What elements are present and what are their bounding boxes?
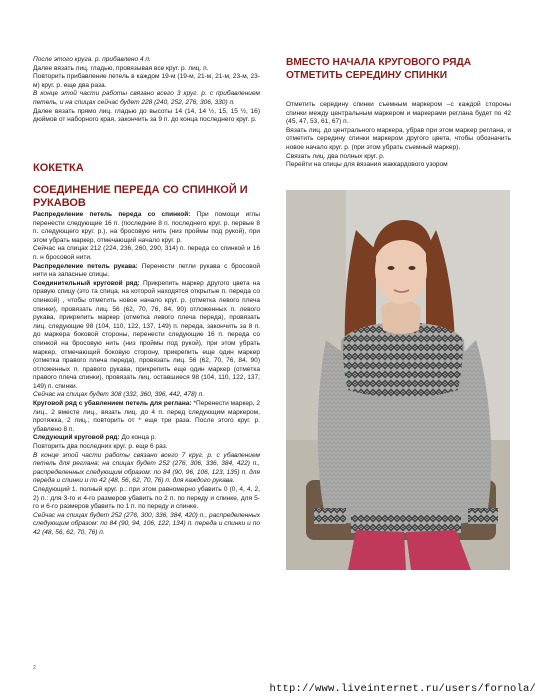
paragraph-text: Далее вязать лиц. гладью, провязывая все круг. р. лиц. п. — [33, 64, 209, 72]
paragraph-text: В конце этой части работы связано всего 3 круг. р. с прибавлением петель, и на спицах сейчас будет 228 (240, 252, 276, 306, 330) п. — [33, 90, 260, 106]
paragraph — [33, 452, 260, 486]
paragraph-text: *Перенести маркер, 2 лиц., 2 вместе лиц., вязать лиц. до 4 п. перед следующим маркером, протяжка, 2 лиц.; повторить от * еще три раза. После этого круг. р. убавлено 8 п. — [33, 400, 260, 433]
paragraph — [33, 443, 260, 452]
paragraph — [33, 56, 260, 65]
paragraph — [33, 245, 260, 262]
paragraph-lead: Соединительный круговой ряд: — [33, 279, 140, 287]
paragraph — [33, 90, 260, 107]
model-photo — [286, 190, 510, 570]
paragraph — [33, 434, 260, 443]
paragraph-lead: Круговой ряд с убавлением петель для реглана: — [33, 400, 192, 408]
paragraph-text: Следующий 1. полный круг. р.: при этом равномерно убавить 0 (0, 4, 4, 2, 2) п.: для 3-го и 4-го размеров убавить по 2 п. по переду и спинке, для 5-го и 6-го размеров убавить по 1 п. по переду и спинке. — [33, 486, 260, 511]
left-lower-block — [33, 211, 260, 538]
paragraph — [33, 263, 260, 280]
paragraph — [33, 400, 260, 434]
heading-section: СОЕДИНЕНИЕ ПЕРЕДА СО СПИНКОЙ И РУКАВОВ — [33, 184, 248, 209]
paragraph-text: В конце этой части работы связано всего 7 круг. р. с убавлением петель для реглана; на спицах будет 252 (276, 306, 336, 384, 422) п., распределенных следующим образом: по 84 (90, 96, 106, 123, 135) п. для переда и спинки и по 42 (48, 56, 62, 70, 76) п. для каждого рукава. — [33, 451, 260, 485]
paragraph-text: Перенести петли рукава с бросовой нити на запасные спицы. — [33, 262, 260, 279]
paragraph-text: Отметить середину спинки съемным маркером –с каждой стороны спинки между центральным маркером и маркерами реглана будет по 42 (45, 47, 53, 61, 67) п. — [286, 101, 511, 126]
paragraph-text: Сейчас на спицах будет 308 (332, 360, 396, 442, 478) п. — [33, 391, 205, 399]
paragraph-text: Сейчас на спицах 212 (224, 236, 260, 290, 314) п. переда со спинкой и 16 п. н бросовой нити. — [33, 245, 260, 261]
right-column — [286, 56, 511, 170]
photo-illustration — [286, 190, 510, 570]
paragraph-text: Перейти на спицы для вязания жаккардового узором — [286, 161, 448, 169]
paragraph — [286, 153, 511, 162]
paragraph-text: После этого круга. р. прибавлено 4 п. — [33, 56, 151, 63]
paragraph — [33, 211, 260, 245]
paragraph-text: Связать лиц. два полных круг. р. — [286, 152, 385, 160]
paragraph — [33, 65, 260, 74]
paragraph-text: При помощи иглы перенести следующие 16 п. (последние 8 п. последнего круг. р. первые 8 п. следующего круг. р.), на бросовую нить (низ проймы под рукой), при этом убрать маркер, отмечающий начало круг. р. — [33, 211, 260, 244]
heading-koketka: КОКЕТКА — [33, 162, 84, 174]
paragraph-text: Повторить два последних круг. р. еще 6 раз. — [33, 443, 168, 451]
paragraph — [33, 391, 260, 400]
paragraph-text: Сейчас на спицах будет 252 (276, 300, 336, 384, 420) п., распределенных следующим образом: по 84 (90, 94, 106, 122, 134) п. переда и спинки и по 42 (48, 56, 62, 70, 76) п. — [33, 511, 260, 536]
paragraph — [286, 127, 511, 153]
paragraph — [33, 512, 260, 538]
paragraph-lead: Следующий круговой ряд: — [33, 434, 120, 442]
footer-url[interactable]: http://www.liveinternet.ru/users/fornola/ — [269, 683, 536, 695]
heading-right: ВМЕСТО НАЧАЛА КРУГОВОГО РЯДА ОТМЕТИТЬ СЕРЕДИНУ СПИНКИ — [286, 57, 472, 81]
paragraph-text: Повторить прибавление петель в каждом 19-м (19-м, 21-м, 21-м, 23-м, 23-м) круг. р. еще два раза. — [33, 73, 260, 89]
paragraph — [33, 73, 260, 90]
paragraph — [33, 108, 260, 125]
paragraph-text: Далее вязать прямо лиц. гладью до высоты 14 (14, 14 ½, 15, 15 ½, 16) дюймов от наборного края, закончить за 9 п. до конца последнего круг. р. — [33, 107, 260, 124]
paragraph-text: До конца р. — [119, 434, 157, 442]
left-top-block — [33, 56, 260, 125]
paragraph-text: Вязать лиц. до центрального маркера, убрав при этом маркер реглана, и отметить середину спинки маркером другого цвета, чтобы обозначить новое начало круг. р. (при этом убрать съемный маркер). — [286, 126, 511, 151]
paragraph-lead: Распределение петель переда со спинкой: — [33, 211, 191, 218]
paragraph — [286, 161, 511, 170]
page-number: 2 — [33, 665, 36, 671]
paragraph — [33, 486, 260, 512]
paragraph-text: Прикрепить маркер другого цвета на правую спицу (это та спица, на которой находятся открытые п. переда со спинкой) , чтобы отметить новое начало круг. р. (отметка левого плеча спинки), провязать лиц. 56 (62, 70, 76, 84, 90) отложенных п. левого рукава, прикрепить маркер (отметка левого плеча переда), провязать лиц. следующие 98 (104, 110, 122, 137, 149) п. переда, закончить за 8 п. до маркера боковой стороны, перенести следующие 16 п. переда со спинкой на бросовую нить (низ проймы под рукой), при этом убрать маркер, отмечающий боковую сторону, прикрепить еще один маркер (отметка правого плеча переда), провязать лиц. 56 (62, 70, 76, 84, 90) отложенных п. правого рукава, прикрепить еще один маркер (отметка правого плеча спинки), провязать лиц. оставшиеся 98 (104, 110, 122, 137, 149) п. спинки. — [33, 279, 260, 390]
paragraph — [286, 101, 511, 127]
paragraph — [33, 280, 260, 392]
right-paragraphs — [286, 101, 511, 170]
paragraph-lead: Распределение петель рукава: — [33, 262, 138, 270]
